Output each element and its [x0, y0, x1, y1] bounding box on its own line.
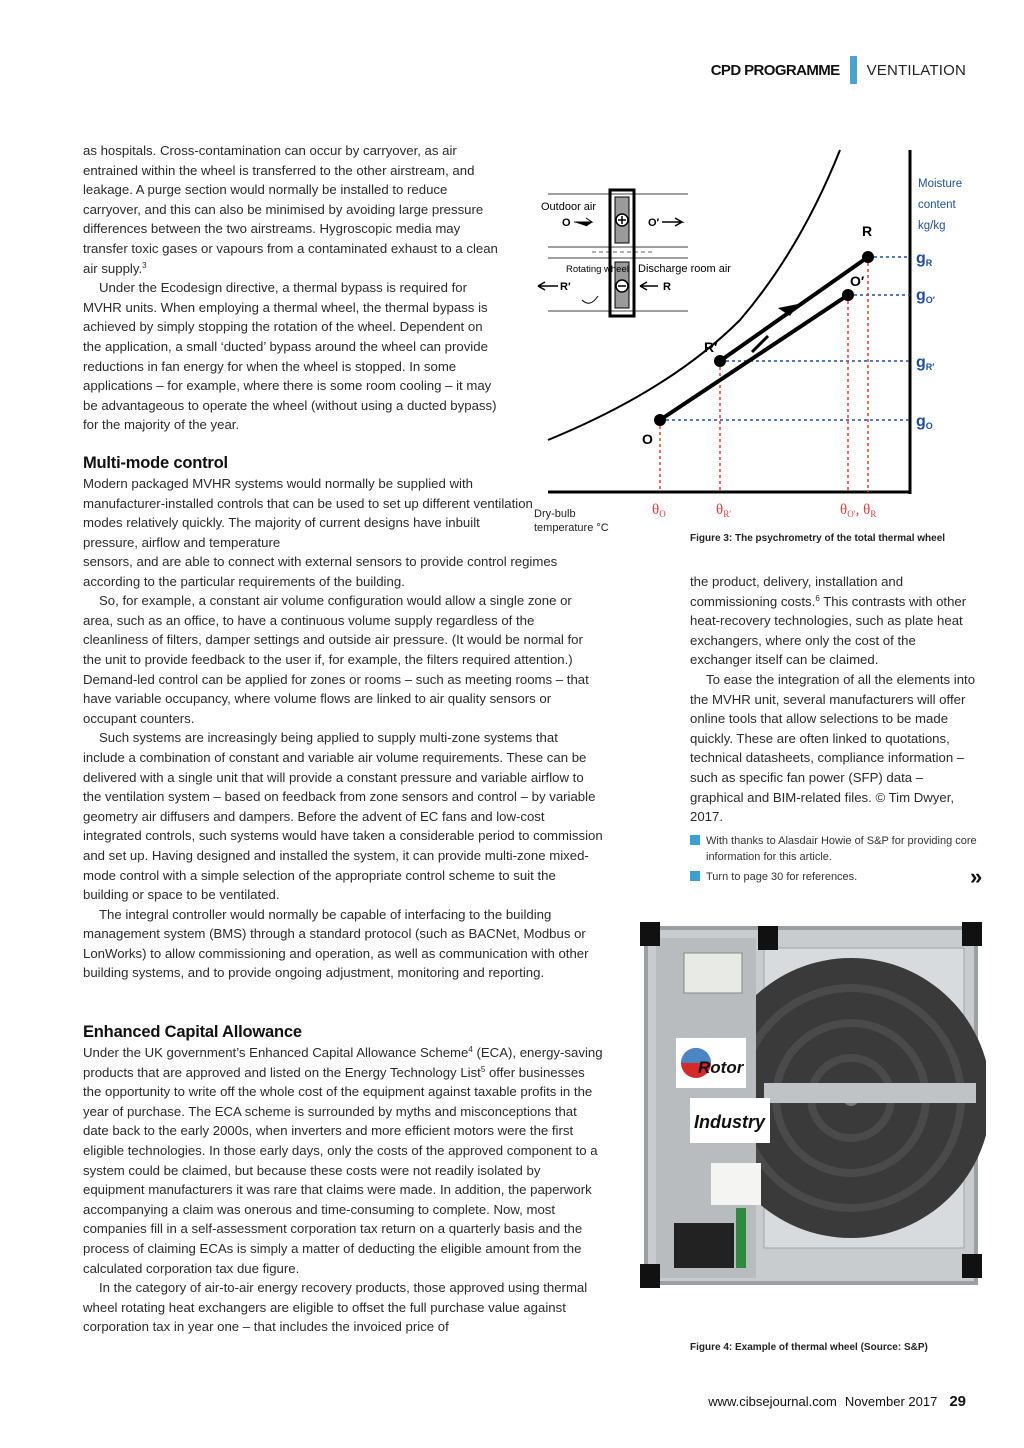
- svg-text:Dry-bulb: Dry-bulb: [534, 508, 576, 520]
- body-paragraph: Such systems are increasingly being applied to supply multi-zone systems that include a combination of constant and variable air volume requirements. These can be delivered with a single unit that will provide a constant pressure and variable airflow to the ventilation system – based on feedback from zone sensors and control – by variable geometry air diffusers and dampers. Before the advent of EC fans and low-cost integrated controls, such systems would have taken a considerable period to commission and set up. Having designed and installed the system, it can provide multi-zone mixed-mode control with a simple selection of the appropriate control scheme to suit the building or space to be ventilated.: [83, 730, 603, 903]
- continue-arrow-icon: »: [970, 864, 983, 889]
- svg-text:R: R: [663, 281, 671, 293]
- psychrometric-diagram: [530, 140, 990, 540]
- page-header: [711, 56, 966, 84]
- svg-text:O: O: [562, 217, 571, 229]
- svg-text:Rotor: Rotor: [698, 1058, 744, 1077]
- accent-bar: [850, 56, 857, 84]
- svg-text:θR′: $\theta_{R'}$: [716, 502, 732, 519]
- wheel-inset: [538, 190, 731, 316]
- acknowledgement-note: With thanks to Alasdair Howie of S&P for providing core information for this article.: [690, 833, 980, 865]
- issue-date: November 2017: [844, 1394, 938, 1409]
- thermal-wheel-photo: [636, 898, 986, 1290]
- svg-text:gO: gO: [916, 413, 933, 431]
- svg-text:Rotating wheel: Rotating wheel: [566, 264, 629, 275]
- svg-text:O: O: [642, 431, 653, 447]
- section-label: VENTILATION: [866, 61, 966, 79]
- page-number: 29: [949, 1393, 966, 1410]
- body-paragraph: In the category of air-to-air energy recovery products, those approved using thermal wheel rotating heat exchangers are eligible to offset the full purchase value against corporation tax in year one – that includes the invoiced price of: [83, 1280, 588, 1335]
- body-paragraph: Under the UK government’s Enhanced Capital Allowance Scheme$^4$ (ECA), energy-saving products that are approved and listed on the Energy Technology List$^5$ offer businesses the opportunity to write off the whole cost of the equipment against taxable profits in the year of purchase. The ECA scheme is surrounded by myths and misconceptions that date back to the early 2000s, when inverters and more efficient motors were the first eligible technologies. In those early days, only the costs of the approved component to a system could be claimed, but because these costs were not readily isolated by equipment manufacturers it was rare that claims were made. In addition, the paperwork accompanying a claim was onerous and time-consuming to complete. Now, most companies fill in a self-assessment corporation tax return on a quarterly basis and the process of claiming ECAs is simply a matter of deducting the eligible amount from the calculated corporation tax due figure.: [83, 1045, 603, 1276]
- body-paragraph: So, for example, a constant air volume configuration would allow a single zone or area, such as an office, to have a continuous volume supply regardless of the cleanliness of filters, damper settings and outside air pressure. (It would be normal for the unit to provide feedback to the user if, for example, the filters required attention.) Demand-led control can be applied for zones or rooms – such as meeting rooms – that have variable occupancy, where volume flows are linked to air quality sensors or occupant counters.: [83, 593, 589, 726]
- svg-text:temperature °C: temperature °C: [534, 522, 609, 534]
- section-heading-eca: Enhanced Capital Allowance: [83, 1023, 302, 1041]
- section-heading-multimode: Multi-mode control: [83, 454, 228, 472]
- figure4-caption: Figure 4: Example of thermal wheel (Source: S&P): [690, 1342, 928, 1353]
- body-paragraph: the product, delivery, installation and commissioning costs.$^6$ This contrasts with other heat-recovery technologies, such as plate heat exchangers, where only the cost of the exchanger itself can be claimed.: [690, 574, 967, 668]
- body-paragraph: Modern packaged MVHR systems would normally be supplied with manufacturer-installed controls that can be used to set up different ventilation modes relatively quickly. The majority of current designs have inbuilt pressure, airflow and temperature: [83, 476, 533, 550]
- svg-text:content: content: [918, 199, 956, 211]
- svg-text:Industry: Industry: [694, 1112, 766, 1132]
- svg-text:gR′: gR′: [916, 354, 935, 372]
- intro-column: [83, 141, 503, 435]
- svg-text:Outdoor air: Outdoor air: [541, 201, 597, 213]
- svg-text:Discharge room air: Discharge room air: [638, 263, 731, 275]
- svg-text:R: R: [862, 223, 873, 239]
- figure3-caption: Figure 3: The psychrometry of the total thermal wheel: [690, 533, 946, 544]
- svg-text:O′: O′: [850, 273, 865, 289]
- bullet-square-icon: [690, 871, 700, 881]
- multimode-section-top: [83, 452, 533, 552]
- right-column: [690, 572, 980, 885]
- svg-text:θO′, θR: $\theta_{O'}$, $\theta_R$: [840, 502, 877, 519]
- svg-text:R′: R′: [560, 281, 571, 293]
- svg-text:kg/kg: kg/kg: [918, 220, 946, 232]
- intro-paragraph: Under the Ecodesign directive, a thermal bypass is required for MVHR units. When employing a thermal wheel, the thermal bypass is achieved by simply stopping the rotation of the wheel. Dependent on the application, a small ‘ducted’ bypass around the wheel can provide reductions in fan energy for when the wheel is stopped. In some applications – for example, where there is some room cooling – it may be advantageous to operate the wheel (without using a ducted bypass) for the majority of the year.: [83, 280, 497, 433]
- svg-text:θO: $\theta_O$: [652, 502, 666, 519]
- svg-text:gR: gR: [916, 250, 933, 268]
- svg-text:gO′: gO′: [916, 287, 935, 305]
- body-paragraph: To ease the integration of all the elements into the MVHR unit, several manufacturers will offer online tools that allow selections to be made quickly. These are often linked to quotations, technical datasheets, compliance information – such as specific fan power (SFP) data – graphical and BIM-related files. © Tim Dwyer, 2017.: [690, 671, 976, 825]
- programme-label: CPD PROGRAMME: [710, 61, 840, 79]
- page-footer: [708, 1393, 966, 1410]
- intro-paragraph: as hospitals. Cross-contamination can occur by carryover, as air entrained within the wheel is transferred to the other airstream, and leakage. A purge section would normally be installed to reduce carryover, and this can also be minimised by avoiding large pressure differences between the two airstreams. Hygroscopic media may transfer toxic gases or vapours from a contaminated exhaust to a clean air supply.$^3$: [83, 143, 498, 276]
- eca-section: [83, 1021, 603, 1337]
- bullet-square-icon: [690, 835, 700, 845]
- body-paragraph: sensors, and are able to connect with external sensors to provide control regimes according to the particular requirements of the building.: [83, 554, 558, 589]
- website-link[interactable]: www.cibsejournal.com: [708, 1394, 837, 1409]
- svg-text:O′: O′: [648, 217, 660, 229]
- body-paragraph: The integral controller would normally be capable of interfacing to the building management system (BMS) through a standard protocol (such as BACNet, Modbus or LonWorks) to allow commissioning and operation, as well as communication with other building systems, and to provide ongoing adjustment, monitoring and reporting.: [83, 906, 589, 981]
- svg-text:R′: R′: [704, 339, 718, 355]
- references-note: Turn to page 30 for references.: [690, 869, 980, 885]
- svg-text:Moisture: Moisture: [918, 178, 963, 190]
- multimode-section: [83, 552, 603, 983]
